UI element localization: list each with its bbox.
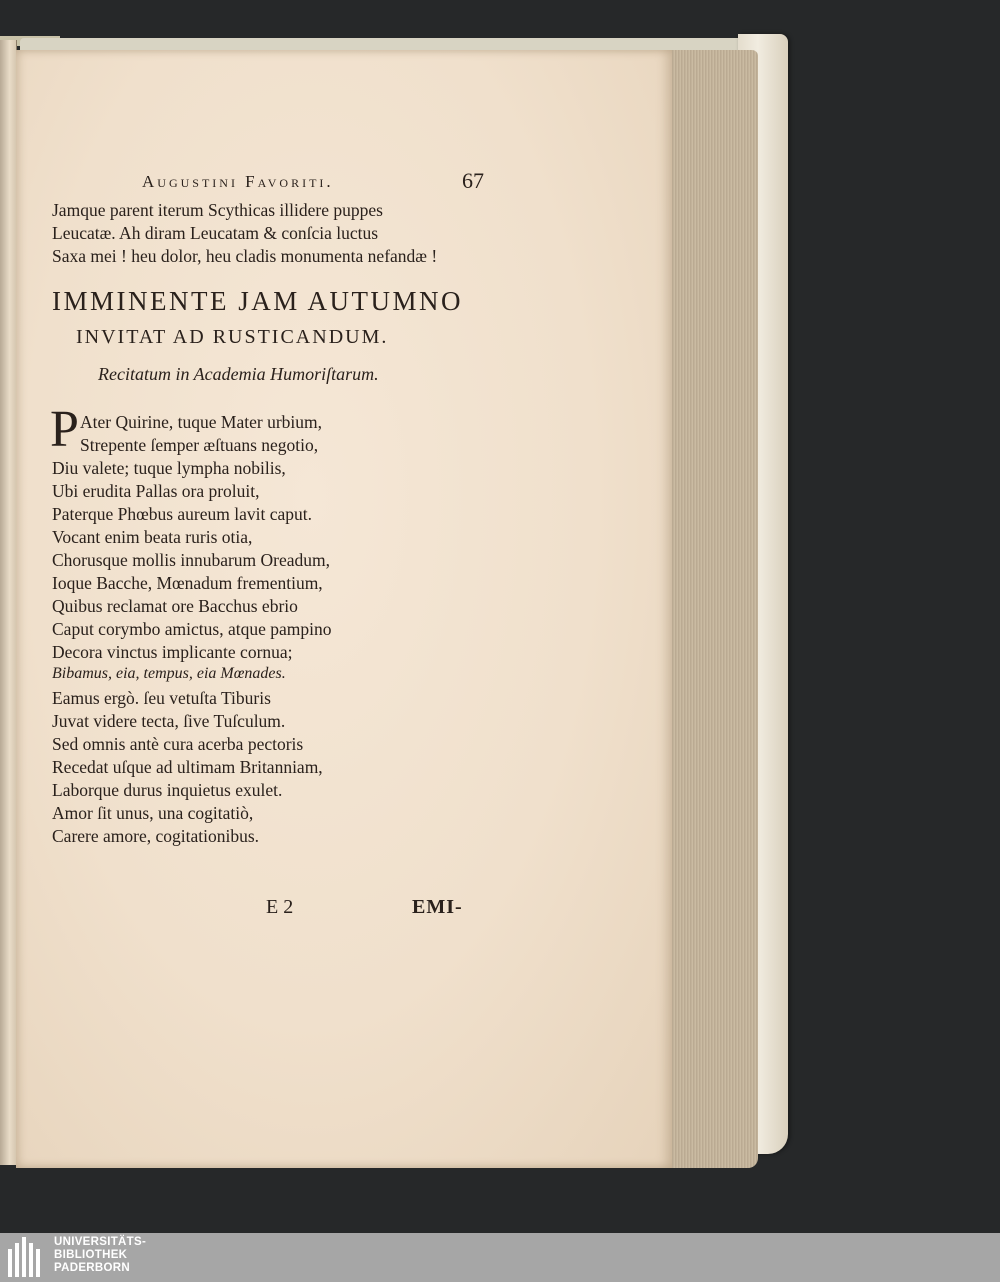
poem-title-line2: INVITAT AD RUSTICANDUM.: [76, 326, 389, 348]
poem-line: Ater Quirine, tuque Mater urbium,: [80, 412, 323, 432]
opening-line: Leucatæ. Ah diram Leucatam & conſcia luctus: [52, 223, 379, 243]
signature-mark: E 2: [266, 896, 294, 918]
library-name-line: UNIVERSITÄTS-: [54, 1236, 147, 1248]
book-page: [16, 50, 672, 1168]
poem-line: Laborque durus inquietus exulet.: [52, 780, 283, 800]
page-number: 67: [462, 168, 484, 193]
poem-line: Recedat uſque ad ultimam Britanniam,: [52, 757, 323, 777]
poem-line: Strepente ſemper æſtuans negotio,: [80, 435, 319, 455]
poem-line: Ioque Bacche, Mœnadum frementium,: [52, 573, 323, 593]
poem-line: Caput corymbo amictus, atque pampino: [52, 619, 332, 639]
poem-line: Vocant enim beata ruris otia,: [52, 527, 253, 547]
poem-line: Diu valete; tuque lympha nobilis,: [52, 458, 286, 478]
poem-line: Decora vinctus implicante cornua;: [52, 642, 293, 662]
library-logo-icon: [8, 1237, 46, 1277]
poem-line: Juvat videre tecta, ſive Tuſculum.: [52, 711, 286, 731]
poem-line: Quibus reclamat ore Bacchus ebrio: [52, 596, 298, 616]
poem-line: Amor ſit unus, una cogitatiò,: [52, 803, 254, 823]
library-name: [54, 1236, 146, 1275]
previous-page-edge: [0, 40, 17, 1165]
opening-line: Saxa mei ! heu dolor, heu cladis monumenta nefandæ !: [52, 246, 438, 266]
poem-line: Carere amore, cogitationibus.: [52, 826, 260, 846]
drop-cap: P: [50, 401, 79, 458]
library-footer: [0, 1233, 1000, 1282]
poem-line: Chorusque mollis innubarum Oreadum,: [52, 550, 331, 570]
poem-title: IMMINENTE JAM AUTUMNO: [52, 286, 463, 316]
poem-line: Ubi erudita Pallas ora proluit,: [52, 481, 260, 501]
poem-line: Eamus ergò. ſeu vetuſta Tiburis: [52, 688, 271, 708]
poem-line: Sed omnis antè cura acerba pectoris: [52, 734, 304, 754]
poem-line: Bibamus, eia, tempus, eia Mœnades.: [52, 665, 286, 682]
opening-line: Jamque parent iterum Scythicas illidere puppes: [52, 200, 383, 220]
poem-subtitle: Recitatum in Academia Humoriſtarum.: [98, 364, 379, 384]
catchword: EMI-: [412, 896, 463, 918]
running-head: Augustini Favoriti.: [142, 172, 334, 191]
page-block-edge: [660, 50, 758, 1168]
library-name-line: PADERBORN: [54, 1262, 130, 1274]
library-name-line: BIBLIOTHEK: [54, 1249, 128, 1261]
poem-line: Paterque Phœbus aureum lavit caput.: [52, 504, 313, 524]
